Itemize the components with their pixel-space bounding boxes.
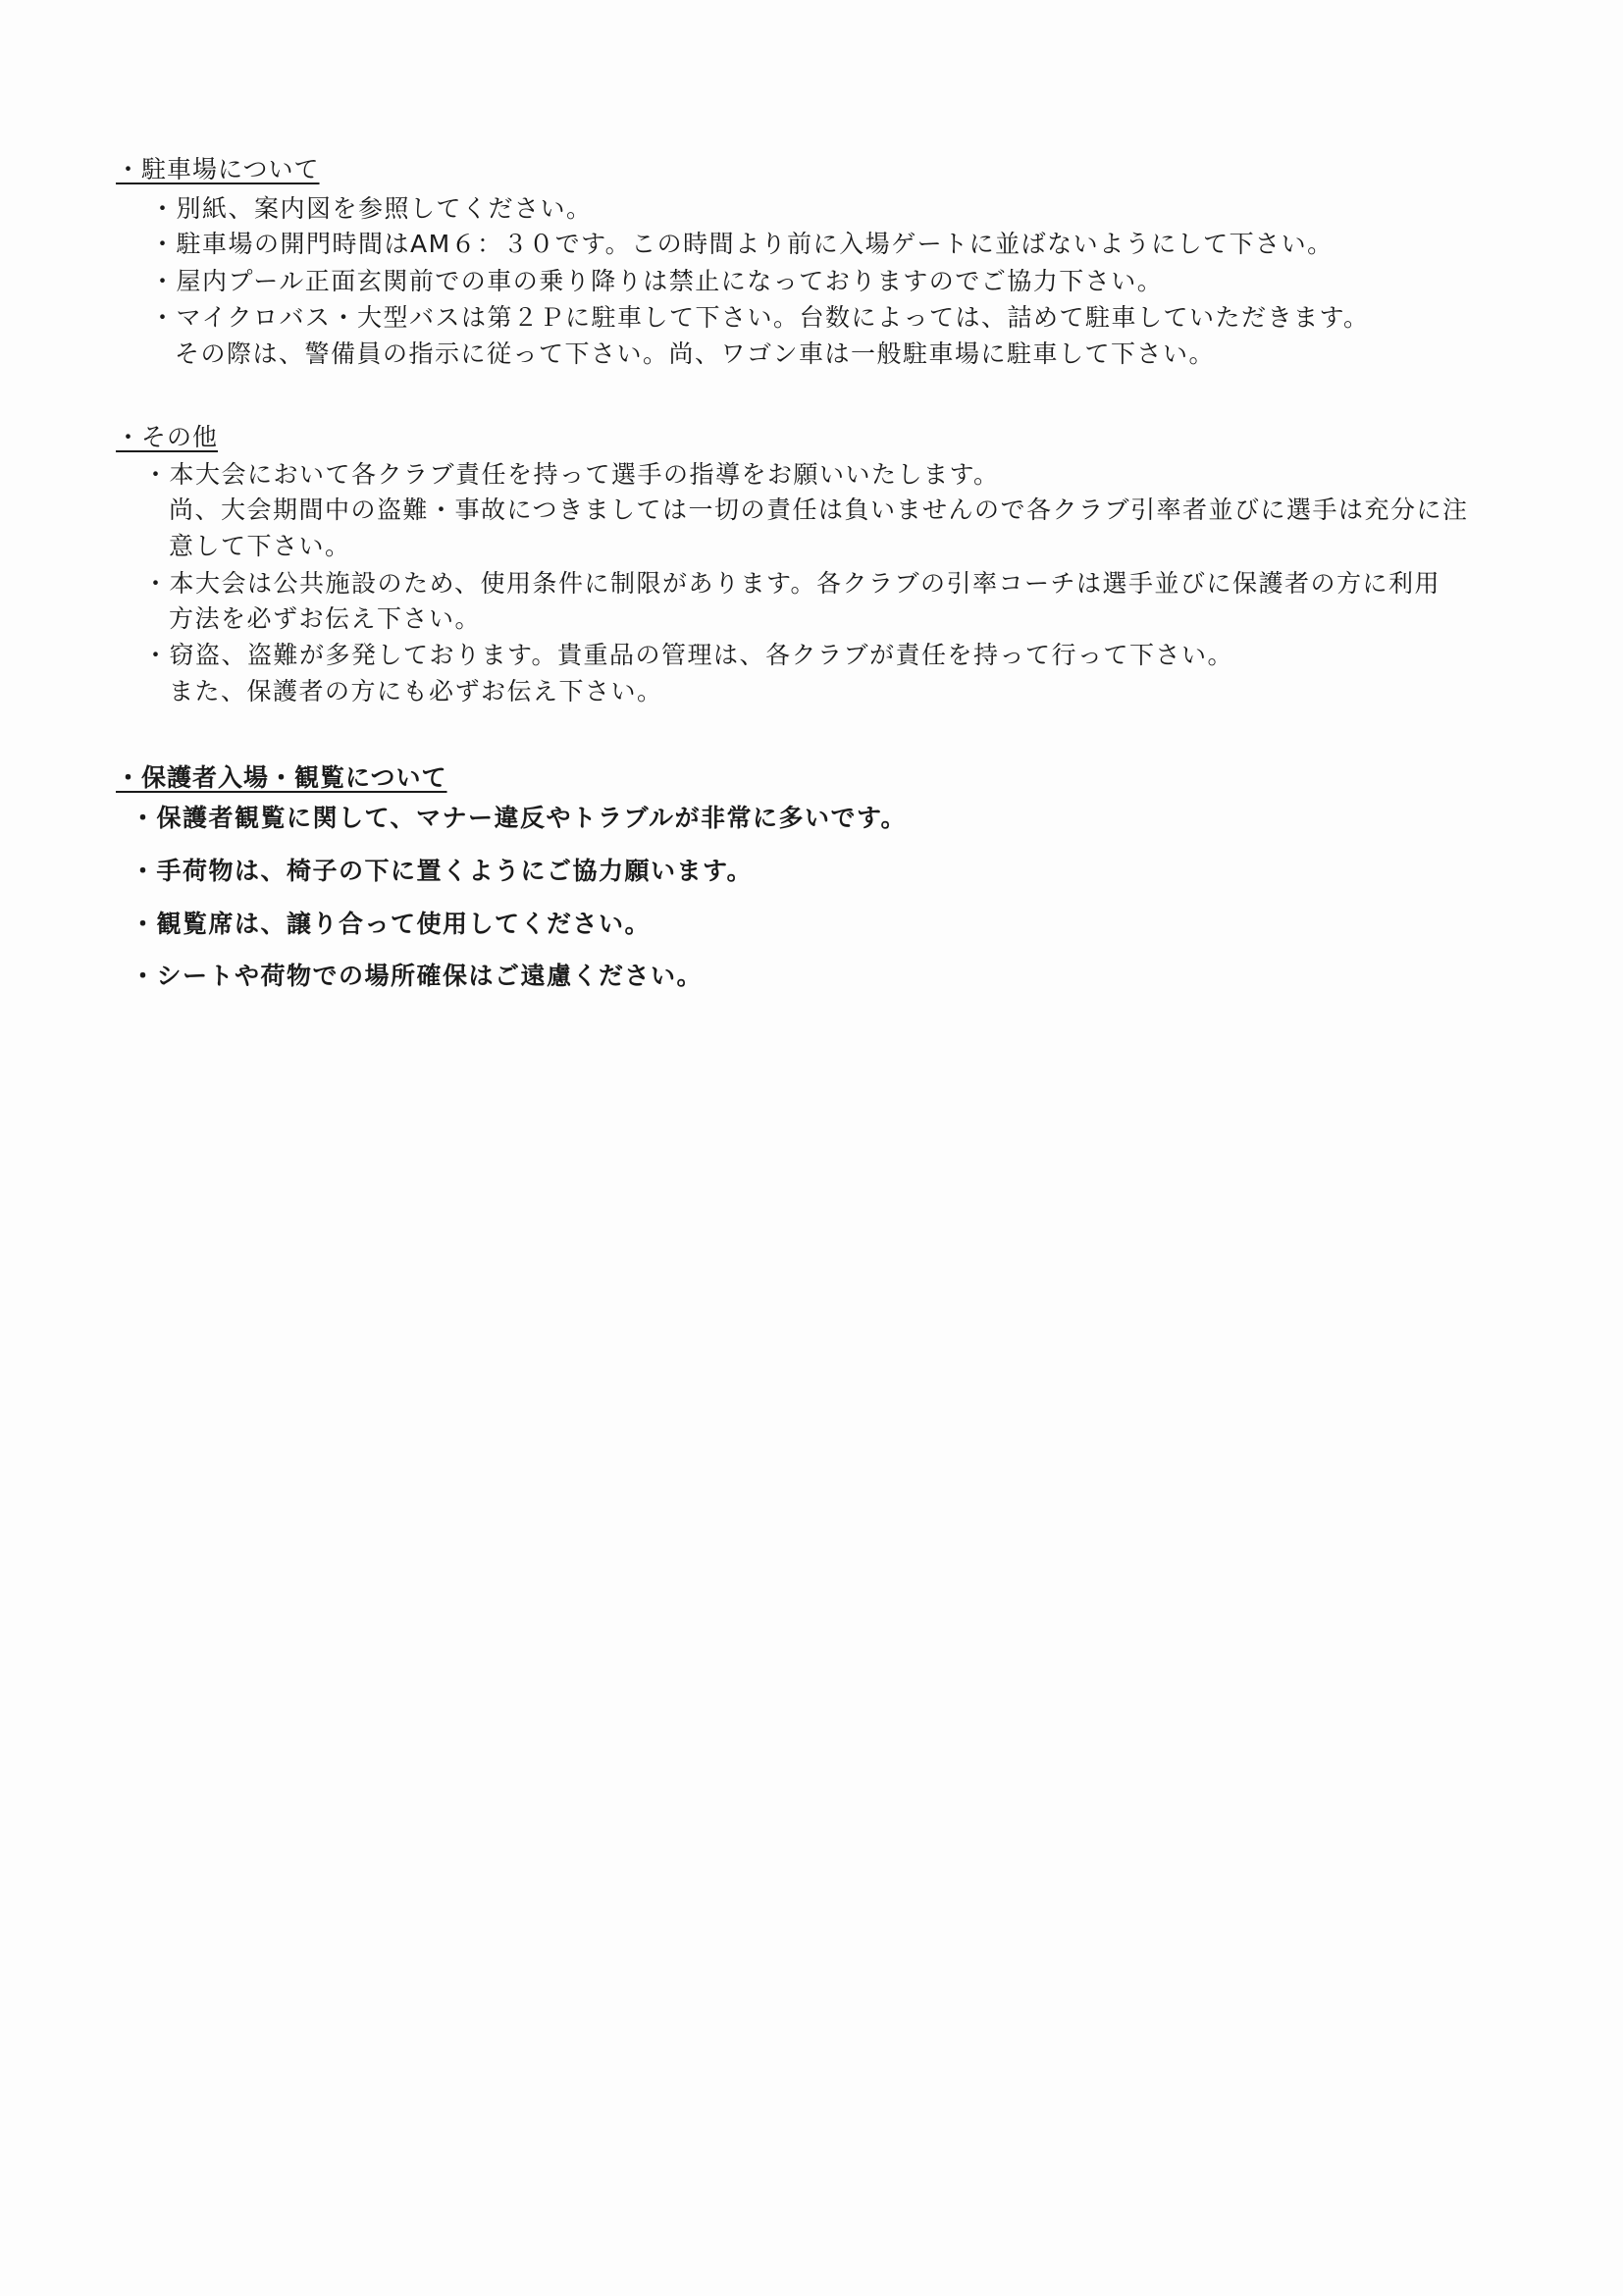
heading-text: ・駐車場について (116, 155, 320, 183)
list-item: ・別紙、案内図を参照してください。 (150, 194, 593, 223)
list-item: ・保護者観覧に関して、マナー違反やトラブルが非常に多いです。 (131, 804, 908, 832)
section-heading-parking (116, 155, 320, 184)
list-item-continuation: 尚、大会期間中の盗難・事故につきましては一切の責任は負いませんので各クラブ引率者並びに選手は充分に注 (169, 496, 1469, 524)
heading-text: ・その他 (116, 423, 219, 451)
list-item-continuation: 意して下さい。 (169, 532, 351, 560)
list-item: ・駐車場の開門時間はAM６：３０です。この時間より前に入場ゲートに並ばないようにして下さい。 (150, 230, 1334, 258)
list-item: ・屋内プール正面玄関前での車の乗り降りは禁止になっておりますのでご協力下さい。 (150, 267, 1164, 295)
list-item: ・観覧席は、譲り合って使用してください。 (131, 910, 652, 938)
section-heading-other (116, 423, 218, 452)
section-heading-guardians (116, 763, 447, 793)
list-item-continuation: また、保護者の方にも必ずお伝え下さい。 (169, 677, 663, 705)
list-item: ・窃盗、盗難が多発しております。貴重品の管理は、各クラブが責任を持って行って下さい。 (143, 641, 1234, 669)
list-item-continuation: 方法を必ずお伝え下さい。 (169, 604, 482, 633)
list-item: ・シートや荷物での場所確保はご遠慮ください。 (131, 962, 704, 990)
heading-text: ・保護者入場・観覧について (116, 763, 447, 792)
list-item: ・本大会は公共施設のため、使用条件に制限があります。各クラブの引率コーチは選手並びに保護者の方に利用 (143, 569, 1441, 598)
list-item: ・手荷物は、椅子の下に置くようにご協力願います。 (131, 857, 754, 885)
list-item-continuation: その際は、警備員の指示に従って下さい。尚、ワゴン車は一般駐車場に駐車して下さい。 (175, 339, 1216, 368)
list-item: ・本大会において各クラブ責任を持って選手の指導をお願いいたします。 (143, 460, 1000, 489)
list-item: ・マイクロバス・大型バスは第２Ｐに駐車して下さい。台数によっては、詰めて駐車していただきます。 (150, 303, 1370, 332)
